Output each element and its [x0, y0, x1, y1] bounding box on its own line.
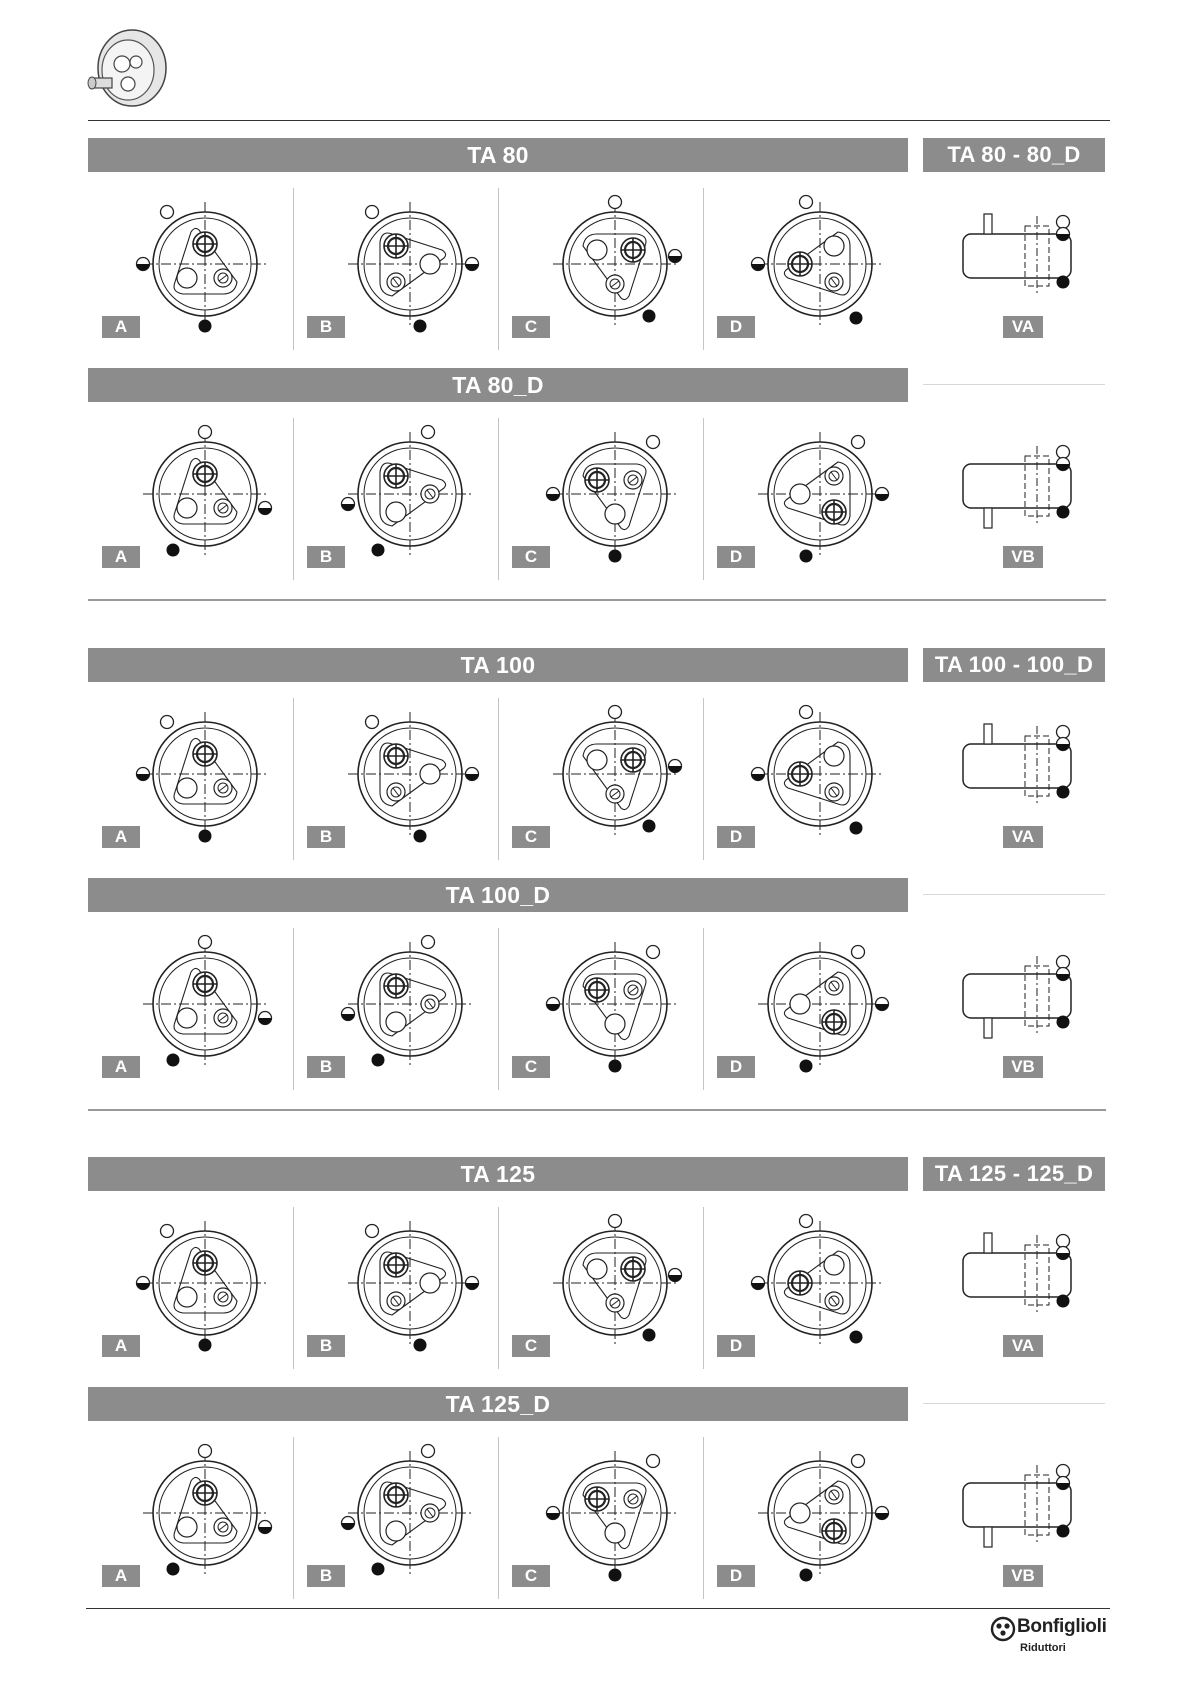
cell-separator: [293, 418, 294, 580]
position-label: C: [512, 1565, 550, 1587]
cell-separator: [703, 418, 704, 580]
brand-logo: [990, 1614, 1112, 1660]
side-view-diagram: [945, 190, 1095, 320]
position-label: C: [512, 316, 550, 338]
cell-separator: [293, 1207, 294, 1369]
side-view-diagram: [945, 930, 1095, 1060]
side-view-diagram: [945, 700, 1095, 830]
position-label: A: [102, 826, 140, 848]
section-divider: [88, 1109, 1106, 1111]
cell-separator: [498, 188, 499, 350]
side-title-bar: TA 100 - 100_D: [923, 648, 1105, 682]
cell-separator: [498, 418, 499, 580]
side-view-label: VB: [1003, 1056, 1043, 1078]
position-label: A: [102, 546, 140, 568]
section-divider: [88, 599, 1106, 601]
side-divider: [923, 384, 1105, 385]
side-view-label: VA: [1003, 316, 1043, 338]
side-title-bar: TA 125 - 125_D: [923, 1157, 1105, 1191]
side-view-label: VB: [1003, 546, 1043, 568]
cell-separator: [703, 1207, 704, 1369]
footer-rule: [86, 1608, 1110, 1609]
cell-separator: [293, 698, 294, 860]
brand-name: Bonfiglioli: [1017, 1616, 1107, 1637]
position-label: B: [307, 1056, 345, 1078]
position-label: A: [102, 1056, 140, 1078]
bonfiglioli-logo-icon: [990, 1616, 1016, 1642]
position-label: A: [102, 316, 140, 338]
cell-separator: [703, 188, 704, 350]
side-view-diagram: [945, 1209, 1095, 1339]
cell-separator: [703, 698, 704, 860]
cell-separator: [293, 928, 294, 1090]
group-title-bar: TA 100: [88, 648, 908, 682]
group-title-bar: TA 80: [88, 138, 908, 172]
side-view-label: VA: [1003, 826, 1043, 848]
position-label: D: [717, 546, 755, 568]
position-label: C: [512, 826, 550, 848]
cell-separator: [293, 188, 294, 350]
position-label: A: [102, 1335, 140, 1357]
position-label: B: [307, 826, 345, 848]
position-label: B: [307, 546, 345, 568]
position-label: B: [307, 1565, 345, 1587]
gearbox-thumbnail-icon: [88, 28, 168, 112]
cell-separator: [703, 928, 704, 1090]
position-label: C: [512, 1056, 550, 1078]
position-label: D: [717, 1565, 755, 1587]
position-label: C: [512, 1335, 550, 1357]
position-label: C: [512, 546, 550, 568]
group-title-bar: TA 80_D: [88, 368, 908, 402]
cell-separator: [498, 1207, 499, 1369]
position-label: D: [717, 1335, 755, 1357]
side-title-bar: TA 80 - 80_D: [923, 138, 1105, 172]
cell-separator: [703, 1437, 704, 1599]
group-title-bar: TA 100_D: [88, 878, 908, 912]
brand-subtitle: Riduttori: [1020, 1642, 1066, 1654]
side-view-diagram: [945, 1439, 1095, 1569]
side-divider: [923, 1403, 1105, 1404]
position-label: B: [307, 1335, 345, 1357]
cell-separator: [293, 1437, 294, 1599]
side-view-label: VB: [1003, 1565, 1043, 1587]
cell-separator: [498, 1437, 499, 1599]
cell-separator: [498, 928, 499, 1090]
position-label: B: [307, 316, 345, 338]
side-divider: [923, 894, 1105, 895]
group-title-bar: TA 125_D: [88, 1387, 908, 1421]
position-label: D: [717, 1056, 755, 1078]
group-title-bar: TA 125: [88, 1157, 908, 1191]
header-rule: [88, 120, 1110, 121]
position-label: D: [717, 316, 755, 338]
cell-separator: [498, 698, 499, 860]
position-label: A: [102, 1565, 140, 1587]
side-view-diagram: [945, 420, 1095, 550]
side-view-label: VA: [1003, 1335, 1043, 1357]
position-label: D: [717, 826, 755, 848]
